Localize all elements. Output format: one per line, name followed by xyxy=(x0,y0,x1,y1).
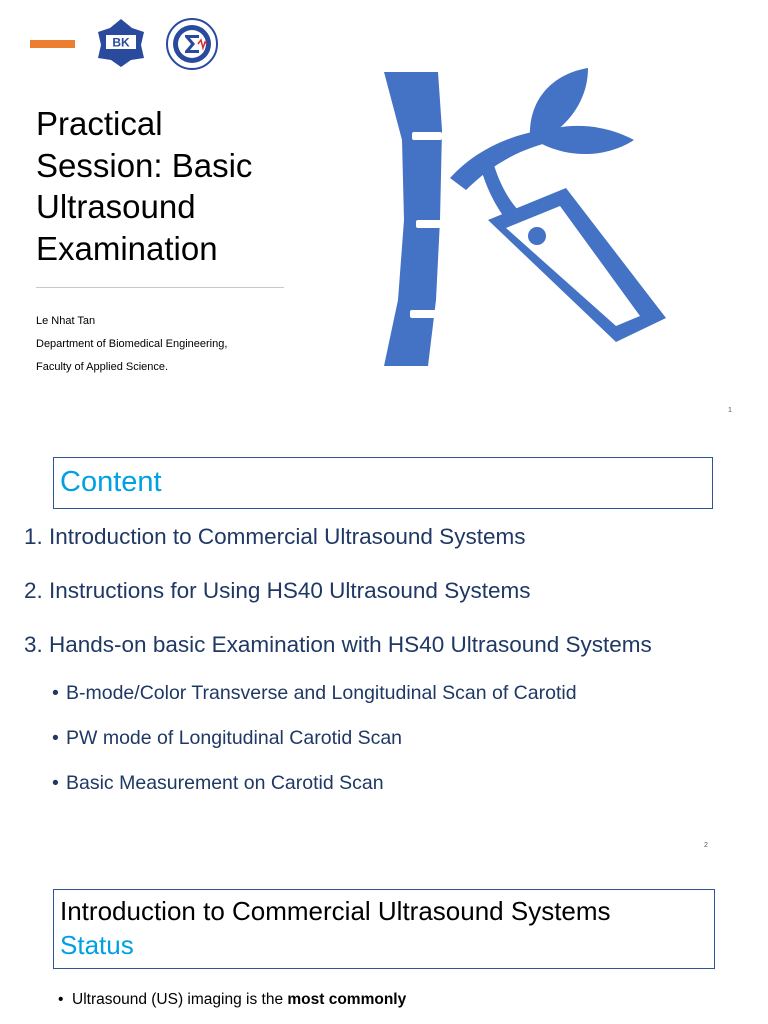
bk-university-logo xyxy=(96,18,146,68)
intro-subheading: Status xyxy=(60,930,134,960)
subitem-text: Basic Measurement on Carotid Scan xyxy=(66,772,384,794)
intro-bullet xyxy=(58,991,406,1009)
author-faculty: Faculty of Applied Science. xyxy=(36,361,169,373)
subitem-text: B-mode/Color Transverse and Longitudinal Scan of Carotid xyxy=(66,682,577,704)
svg-text:BK: BK xyxy=(112,35,130,50)
bullet-icon: • xyxy=(52,682,59,704)
content-heading-box xyxy=(53,457,713,509)
title-divider xyxy=(36,287,284,288)
introduction-slide xyxy=(0,864,768,1024)
subitem-text: PW mode of Longitudinal Carotid Scan xyxy=(66,727,403,749)
author-name: Le Nhat Tan xyxy=(36,315,96,327)
bullet-icon: • xyxy=(58,991,64,1008)
page-number: 2 xyxy=(704,842,708,849)
author-department: Department of Biomedical Engineering, xyxy=(36,338,228,350)
k-leaf-emblem xyxy=(370,60,690,380)
author-block xyxy=(36,310,227,379)
content-item-2: 2. Instructions for Using HS40 Ultrasound Systems xyxy=(24,578,531,603)
intro-heading-box xyxy=(53,889,715,969)
content-subitem xyxy=(52,682,577,705)
accent-bar xyxy=(30,40,75,48)
content-item-3: 3. Hands-on basic Examination with HS40 Ultrasound Systems xyxy=(24,632,652,657)
bullet-icon: • xyxy=(52,772,59,794)
content-subitem xyxy=(52,772,384,795)
content-subitem xyxy=(52,727,402,750)
faculty-sigma-logo xyxy=(166,18,218,70)
presentation-title: Practical Session: Basic Ultrasound Examination xyxy=(36,105,253,267)
bullet-bold-text: most commonly xyxy=(287,991,407,1008)
bullet-text: Ultrasound (US) imaging is the xyxy=(72,991,288,1008)
intro-heading: Introduction to Commercial Ultrasound Systems xyxy=(60,896,611,926)
content-heading: Content xyxy=(60,466,162,498)
title-slide xyxy=(0,0,768,430)
content-item-1: 1. Introduction to Commercial Ultrasound Systems xyxy=(24,524,526,549)
page-number: 1 xyxy=(728,407,732,414)
bullet-icon: • xyxy=(52,727,59,749)
content-slide xyxy=(0,432,768,862)
